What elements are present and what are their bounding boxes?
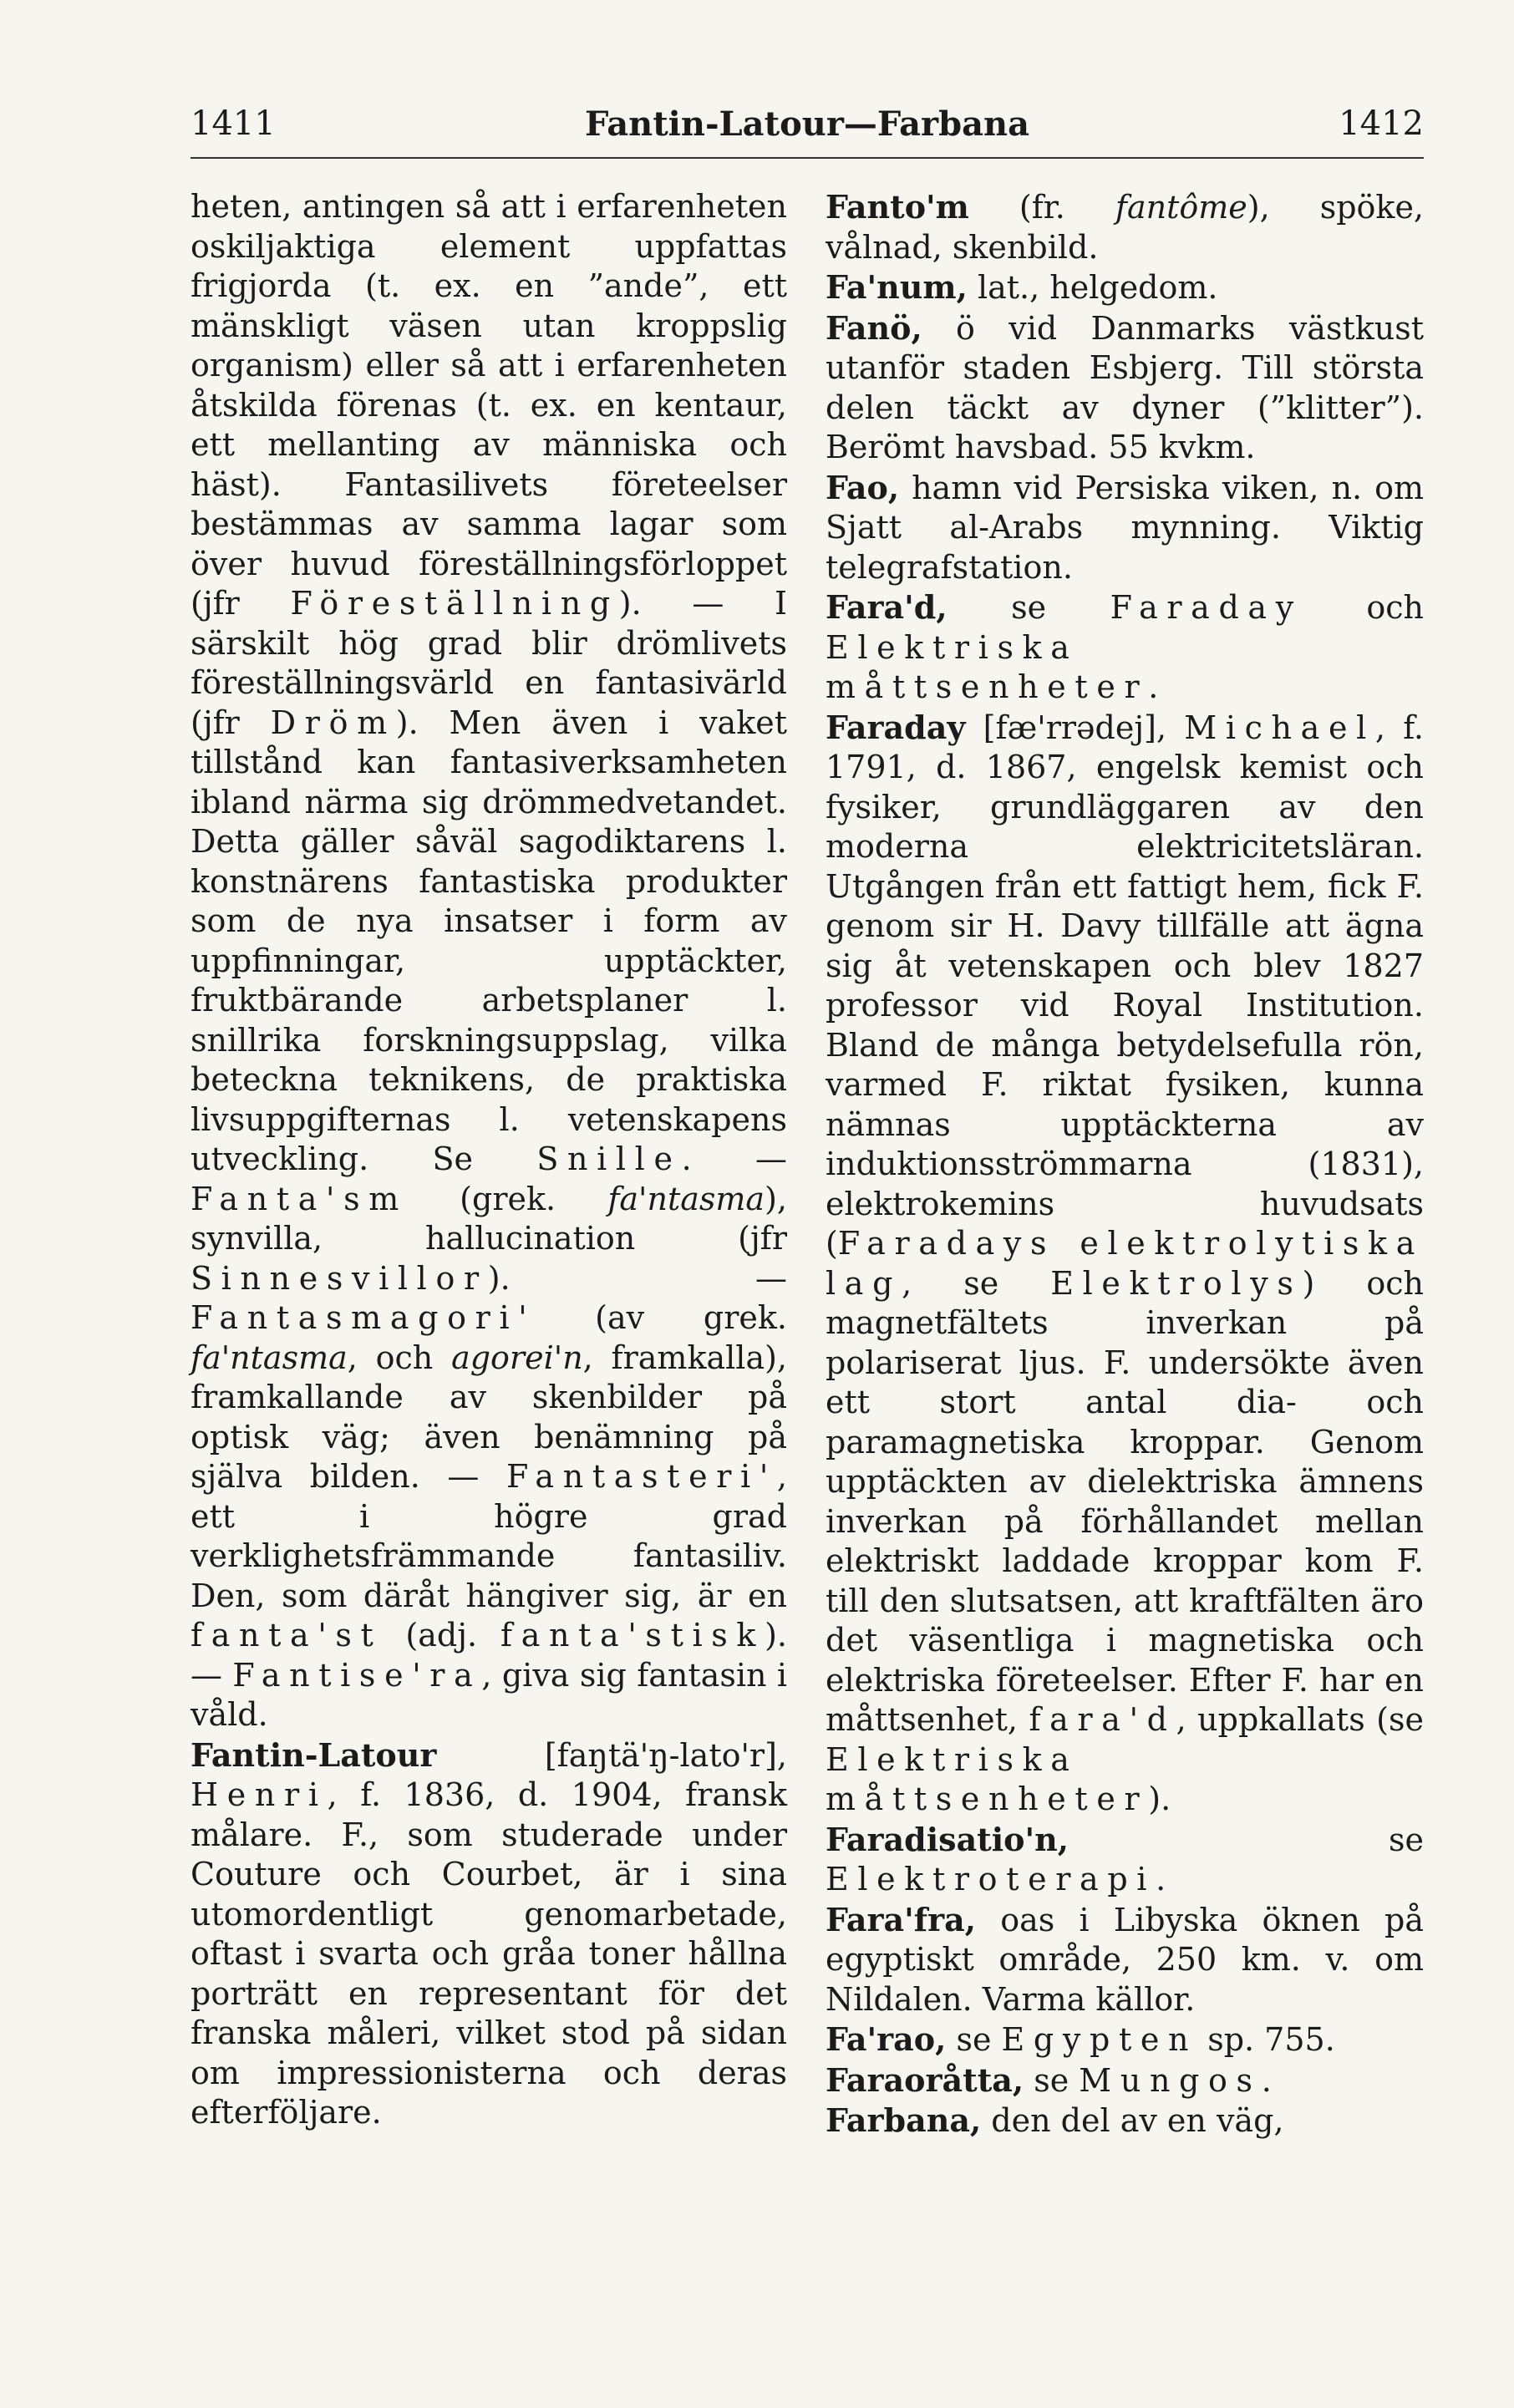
headword: Farbana, (826, 2101, 982, 2139)
cross-reference: Elektriska måttsenheter (826, 1740, 1149, 1817)
headword: Fanto'm (826, 188, 969, 226)
cross-reference: Elektrolys (1050, 1264, 1303, 1302)
cross-reference: Elektriska måttsenheter (826, 628, 1149, 705)
subentry-term: Fantise'ra (232, 1656, 482, 1694)
subentry-term: fanta'st (191, 1617, 383, 1654)
entry-fanum: Fa'num, lat., helgedom. (826, 268, 1218, 306)
headword: Fa'num, (826, 268, 968, 306)
page-number-right: 1412 (1339, 104, 1424, 143)
cross-reference: Elektroterapi (826, 1861, 1156, 1897)
headword: Faradisatio'n, (826, 1820, 1069, 1858)
cross-reference: Mungos (1079, 2061, 1262, 2099)
headword: Fara'd, (826, 588, 948, 626)
entry-fano: Fanö, ö vid Danmarks västkust utanför staden Esbjerg. Till största delen täckt av dyner (”klitter”). Berömt havsbad. 55 kvkm. (826, 308, 1424, 465)
entry-fao: Fao, hamn vid Persiska viken, n. om Sjatt al-Arabs mynning. Viktig telegrafstation. (826, 468, 1424, 586)
headword: Faraday (826, 708, 966, 746)
headword: Fao, (826, 468, 900, 506)
page-title: Fantin-Latour—Farbana (584, 104, 1029, 144)
entry-fantin-latour: Fantin-Latour [faŋtä'ŋ-lato'r], Henri, f. 1836, d. 1904, fransk målare. F., som studerade under Couture och Courbet, är i sina utomordentligt genomarbetade, oftast i svarta och gråa toner hållna porträtt en representant för det franska måleri, vilket stod på sidan om impressionisterna och deras efterföljare. (191, 1735, 787, 2131)
entry-farad: Fara'd, se Faraday och Elektriska måttsenheter. (826, 588, 1424, 705)
fantasi-continuation: heten, antingen så att i erfarenheten oskiljaktiga element uppfattas frigjorda (t. ex. en ”ande”, ett mänskligt väsen utan kroppslig organism) eller så att i erfarenheten åtskilda förenas (t. ex. en kentaur, ett mellanting av människa och häst). Fantasilivets företeelser bestämmas av samma lagar som över huvud föreställningsförloppet (jfr Föreställning). — I särskilt hög grad blir drömlivets föreställningsvärld en fantasivärld (jfr Dröm). Men även i vaket tillstånd kan fantasiverksamheten ibland närma sig drömmedvetandet. Detta gäller såväl sagodiktarens l. konstnärens fantastiska produkter som de nya insatser i form av uppfinningar, upptäckter, fruktbärande arbetsplaner l. snillrika forskningsuppslag, vilka beteckna teknikens, de praktiska livsuppgifternas l. vetenskapens utveckling. Se Snille. — Fanta'sm (grek. fa'ntasma), synvilla, hallucination (jfr Sinnesvillor). — Fantasmagori' (av grek. fa'ntasma, och agorei'n, framkalla), framkallande av skenbilder på optisk väg; även benämning på själva bilden. — Fantasteri', ett i högre grad verklighetsfrämmande fantasiliv. Den, som däråt hängiver sig, är en fanta'st (adj. fanta'stisk). — Fantise'ra, giva sig fantasin i våld. (191, 188, 788, 1733)
subentry-term: Fantasmagori' (191, 1299, 536, 1336)
subentry-term: fanta'stisk (500, 1617, 765, 1654)
headword: Fara'fra, (826, 1900, 977, 1938)
headword: Fa'rao, (826, 2020, 947, 2058)
entry-faraoratta: Faraoråtta, se Mungos. (826, 2060, 1272, 2099)
entry-farbana: Farbana, den del av en väg, (826, 2101, 1284, 2139)
entry-fantom: Fanto'm (fr. fantôme), spöke, vålnad, skenbild. (826, 188, 1425, 266)
cross-reference: Sinnesvillor (191, 1259, 488, 1297)
cross-reference: Egypten (1001, 2021, 1198, 2058)
right-column (826, 187, 1424, 2141)
cross-reference: Föreställning (290, 585, 619, 622)
subentry-term: Fanta'sm (191, 1180, 408, 1217)
running-header (191, 90, 1424, 159)
headword: Fanö, (826, 308, 922, 347)
entry-farafra: Fara'fra, oas i Libyska öknen på egyptiskt område, 250 km. v. om Nildalen. Varma källor. (826, 1900, 1424, 2018)
entry-faradisation: Faradisatio'n, se Elektroterapi. (826, 1820, 1424, 1897)
subentry-term: Fantasteri' (506, 1458, 777, 1495)
page-number-left: 1411 (191, 104, 276, 143)
entry-farao: Fa'rao, se Egypten sp. 755. (826, 2020, 1335, 2058)
entry-faraday: Faraday [fæ'rrədej], Michael, f. 1791, d. 1867, engelsk kemist och fysiker, grundläggaren av den moderna elektricitetsläran. Utgången från ett fattigt hem, fick F. genom sir H. Davy tillfälle att ägna sig åt vetenskapen och blev 1827 professor vid Royal Institution. Bland de många betydelsefulla rön, varmed F. riktat fysiken, kunna nämnas upptäckterna av induktionsströmmarna (1831), elektrokemins huvudsats (Faradays elektrolytiska lag, se Elektrolys) och magnetfältets inverkan på polariserat ljus. F. undersökte även ett stort antal dia- och paramagnetiska kroppar. Genom upptäckten av dielektriska ämnens inverkan på förhållandet mellan elektriskt laddade kroppar kom F. till den slutsatsen, att kraftfälten äro det väsentliga i magnetiska och elektriska företeelser. Efter F. har en måttsenhet, fara'd, uppkallats (se Elektriska måttsenheter). (826, 708, 1424, 1817)
headword: Faraoråtta, (826, 2060, 1024, 2099)
cross-reference: Snille (536, 1140, 682, 1177)
cross-reference: Dröm (270, 704, 396, 741)
headword: Fantin-Latour (191, 1735, 437, 1774)
cross-reference: Faraday (1110, 589, 1303, 626)
left-column (191, 187, 787, 2133)
